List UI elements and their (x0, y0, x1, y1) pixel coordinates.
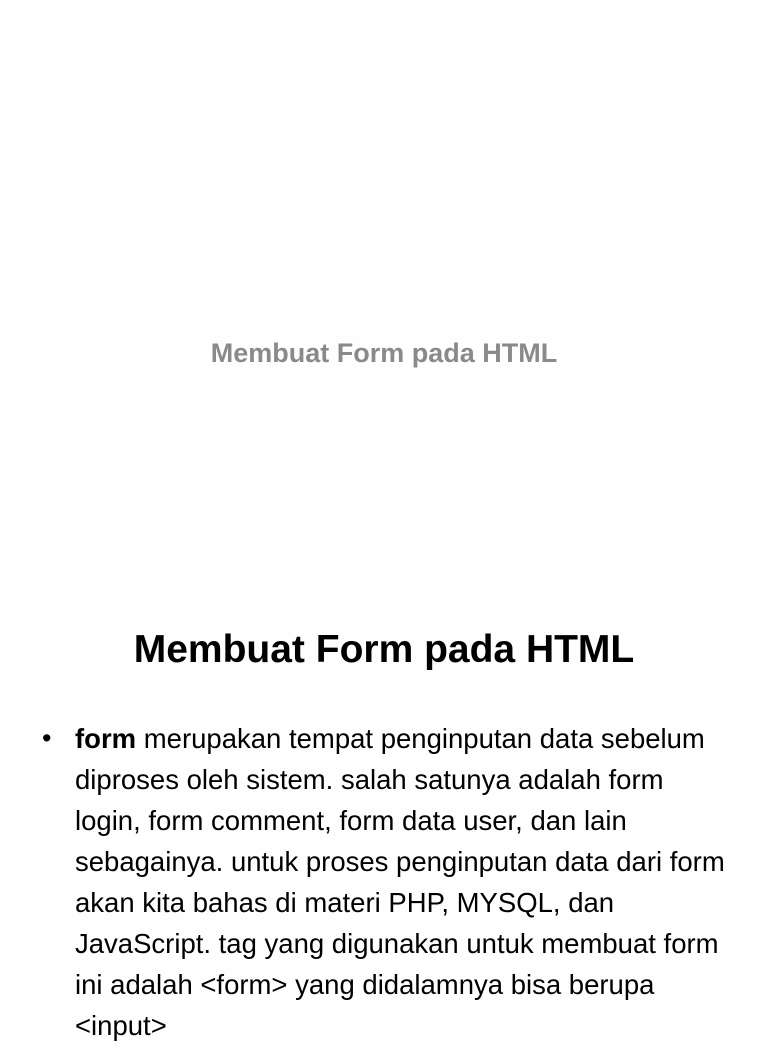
content-slide-heading: Membuat Form pada HTML (133, 628, 635, 671)
bullet-text: merupakan tempat penginputan data sebelum diproses oleh sistem. salah satunya adalah form login, form comment, form data user, dan lain sebagainya. untuk proses penginputan data dari form akan kita bahas di materi PHP, MYSQL, dan JavaScript. tag yang digunakan untuk membuat form ini adalah <form> yang didalamnya bisa berupa <input> (75, 723, 725, 1041)
bullet-marker: • (42, 723, 52, 753)
bullet-list (42, 718, 732, 1046)
bullet-term: form (75, 723, 137, 754)
title-slide-heading: Membuat Form pada HTML (210, 338, 558, 368)
list-item (42, 718, 732, 1046)
content-slide (0, 576, 768, 1041)
